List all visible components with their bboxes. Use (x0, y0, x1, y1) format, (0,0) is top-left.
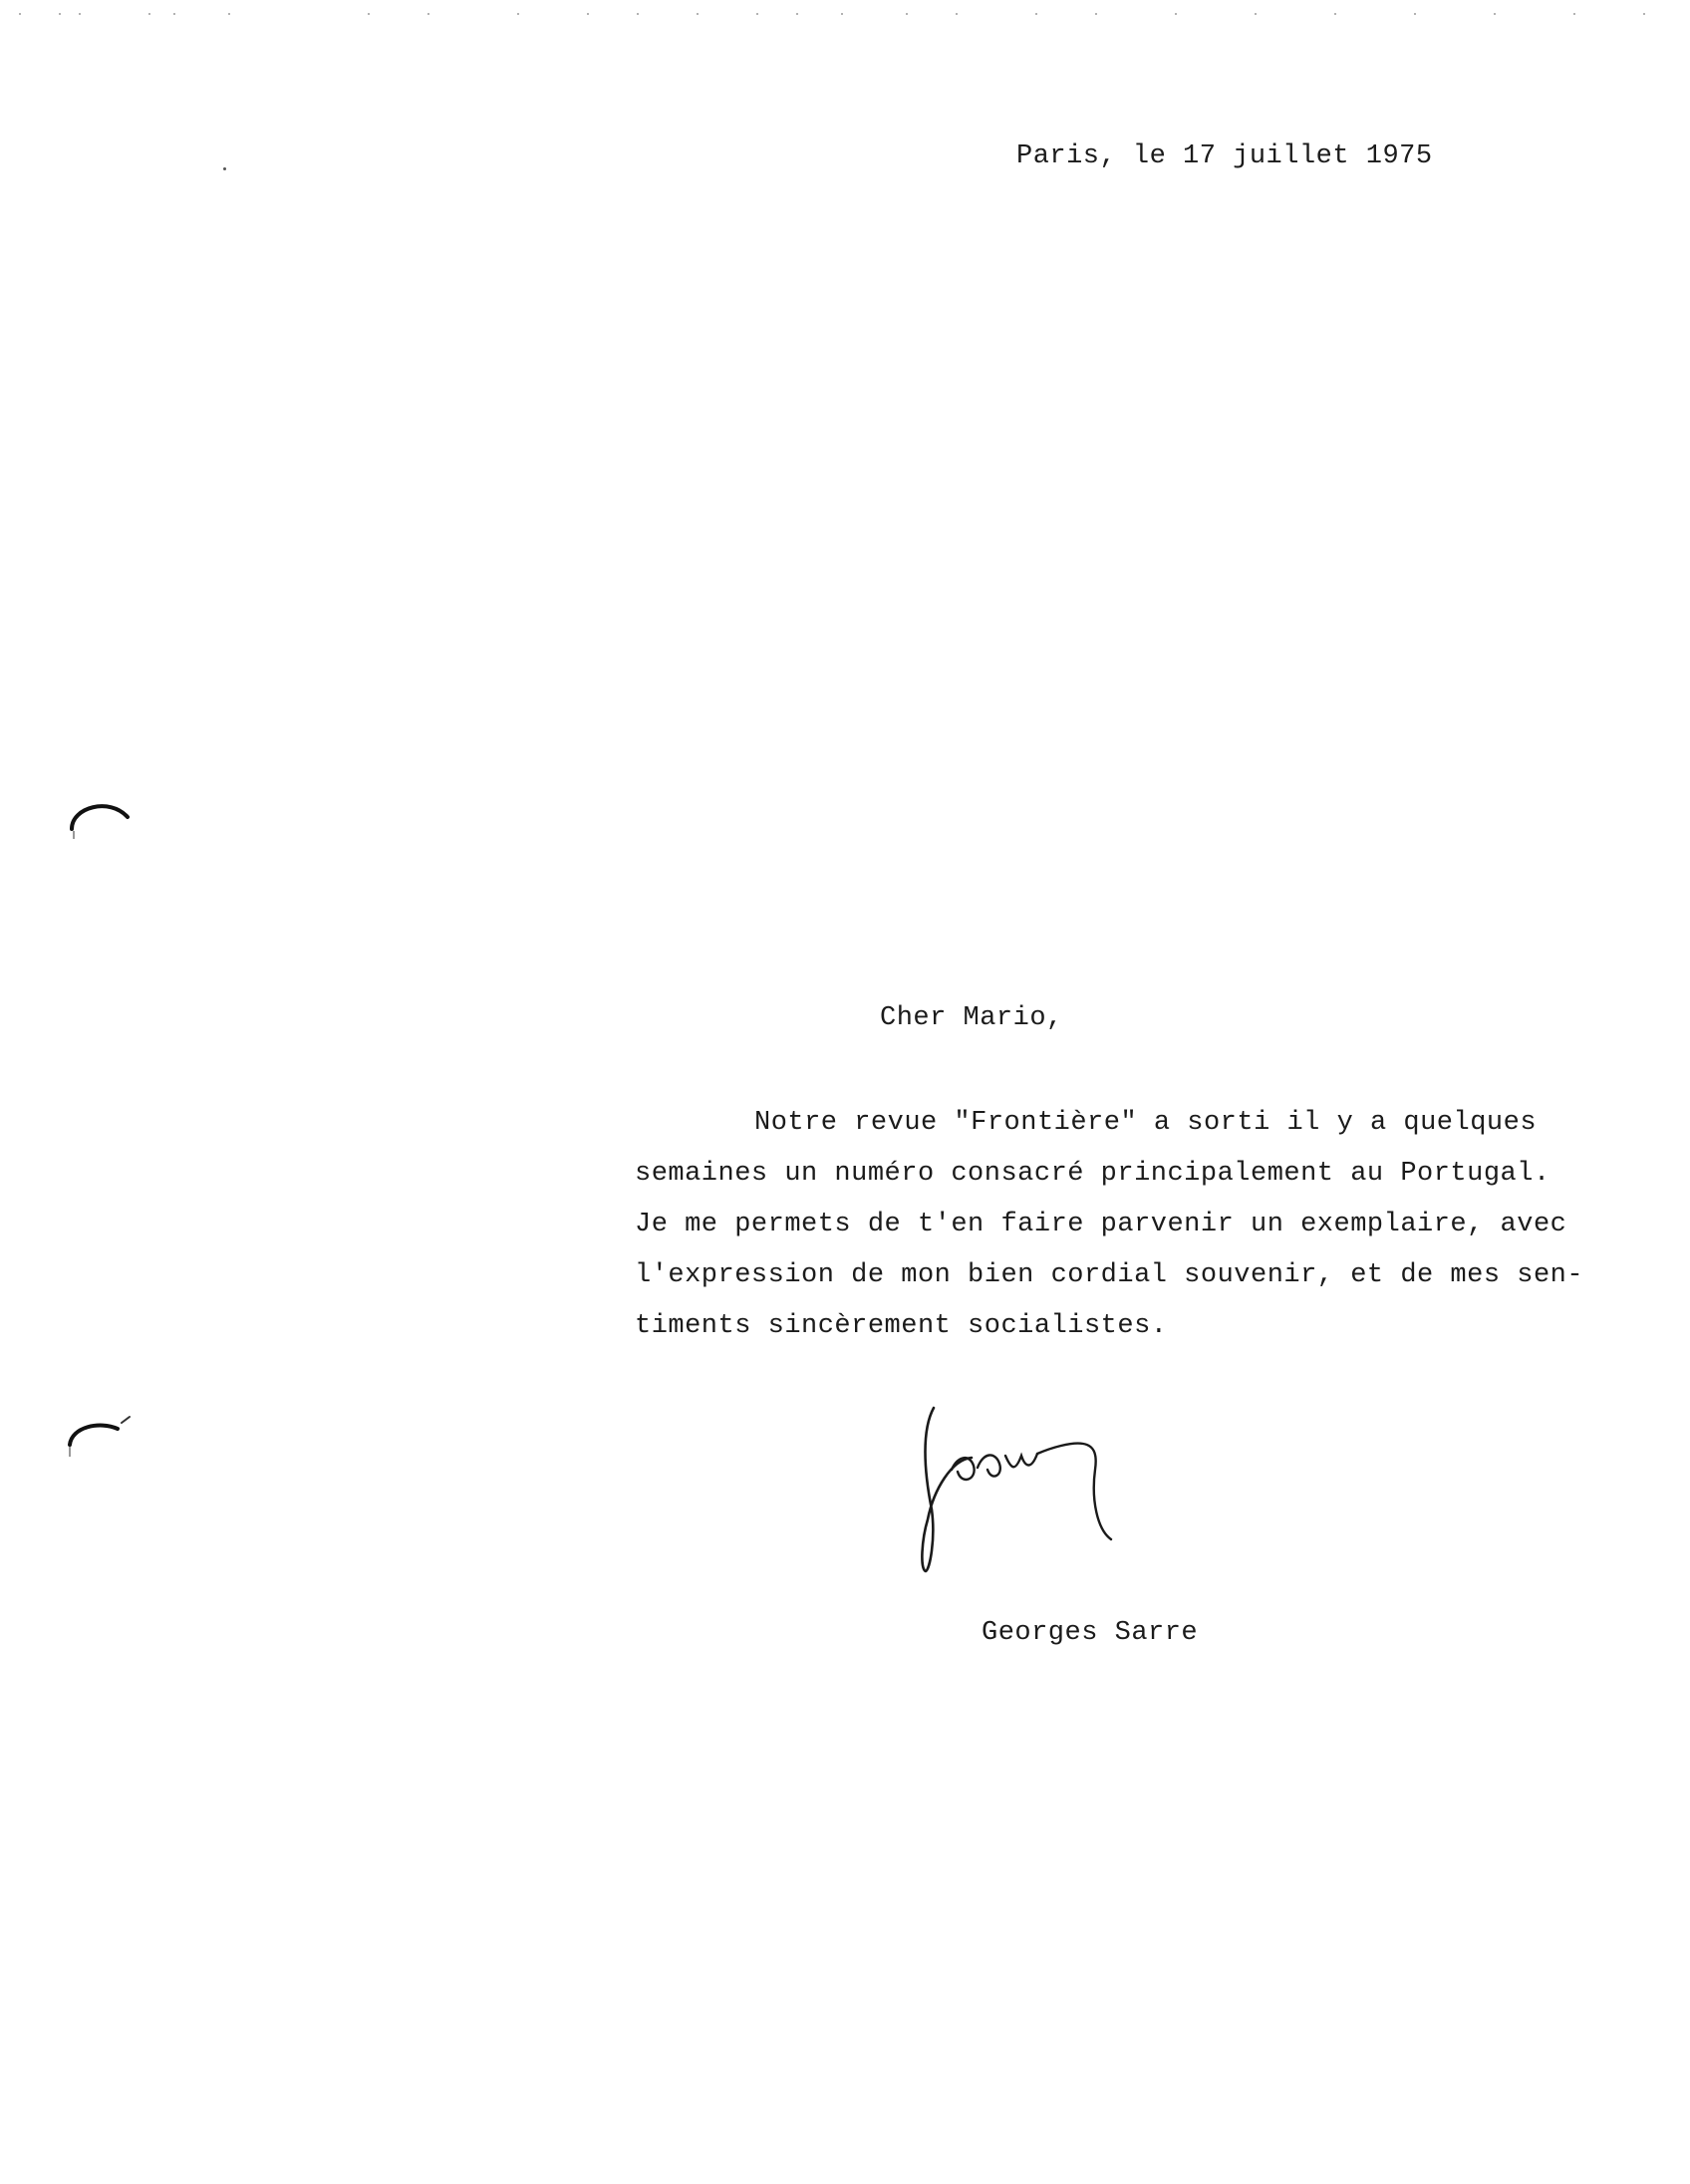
body-line: Je me permets de t'en faire parvenir un exemplaire, avec (635, 1210, 1567, 1239)
punch-hole-mark-icon (60, 1405, 140, 1465)
scan-artifact-dots (0, 0, 1690, 30)
letter-body (635, 1098, 1584, 1352)
body-line: Notre revue "Frontière" a sorti il y a quelques (754, 1108, 1538, 1138)
body-line: timents sincèrement socialistes. (635, 1311, 1168, 1341)
ink-speck (223, 167, 226, 170)
letter-date: Paris, le 17 juillet 1975 (1016, 141, 1433, 171)
salutation: Cher Mario, (880, 1003, 1063, 1033)
punch-hole-mark-icon (60, 787, 140, 847)
body-line: semaines un numéro consacré principalement au Portugal. (635, 1159, 1550, 1189)
body-line: l'expression de mon bien cordial souvenir, et de mes sen- (635, 1260, 1584, 1290)
signer-name: Georges Sarre (982, 1618, 1199, 1648)
handwritten-signature-icon (912, 1400, 1201, 1579)
